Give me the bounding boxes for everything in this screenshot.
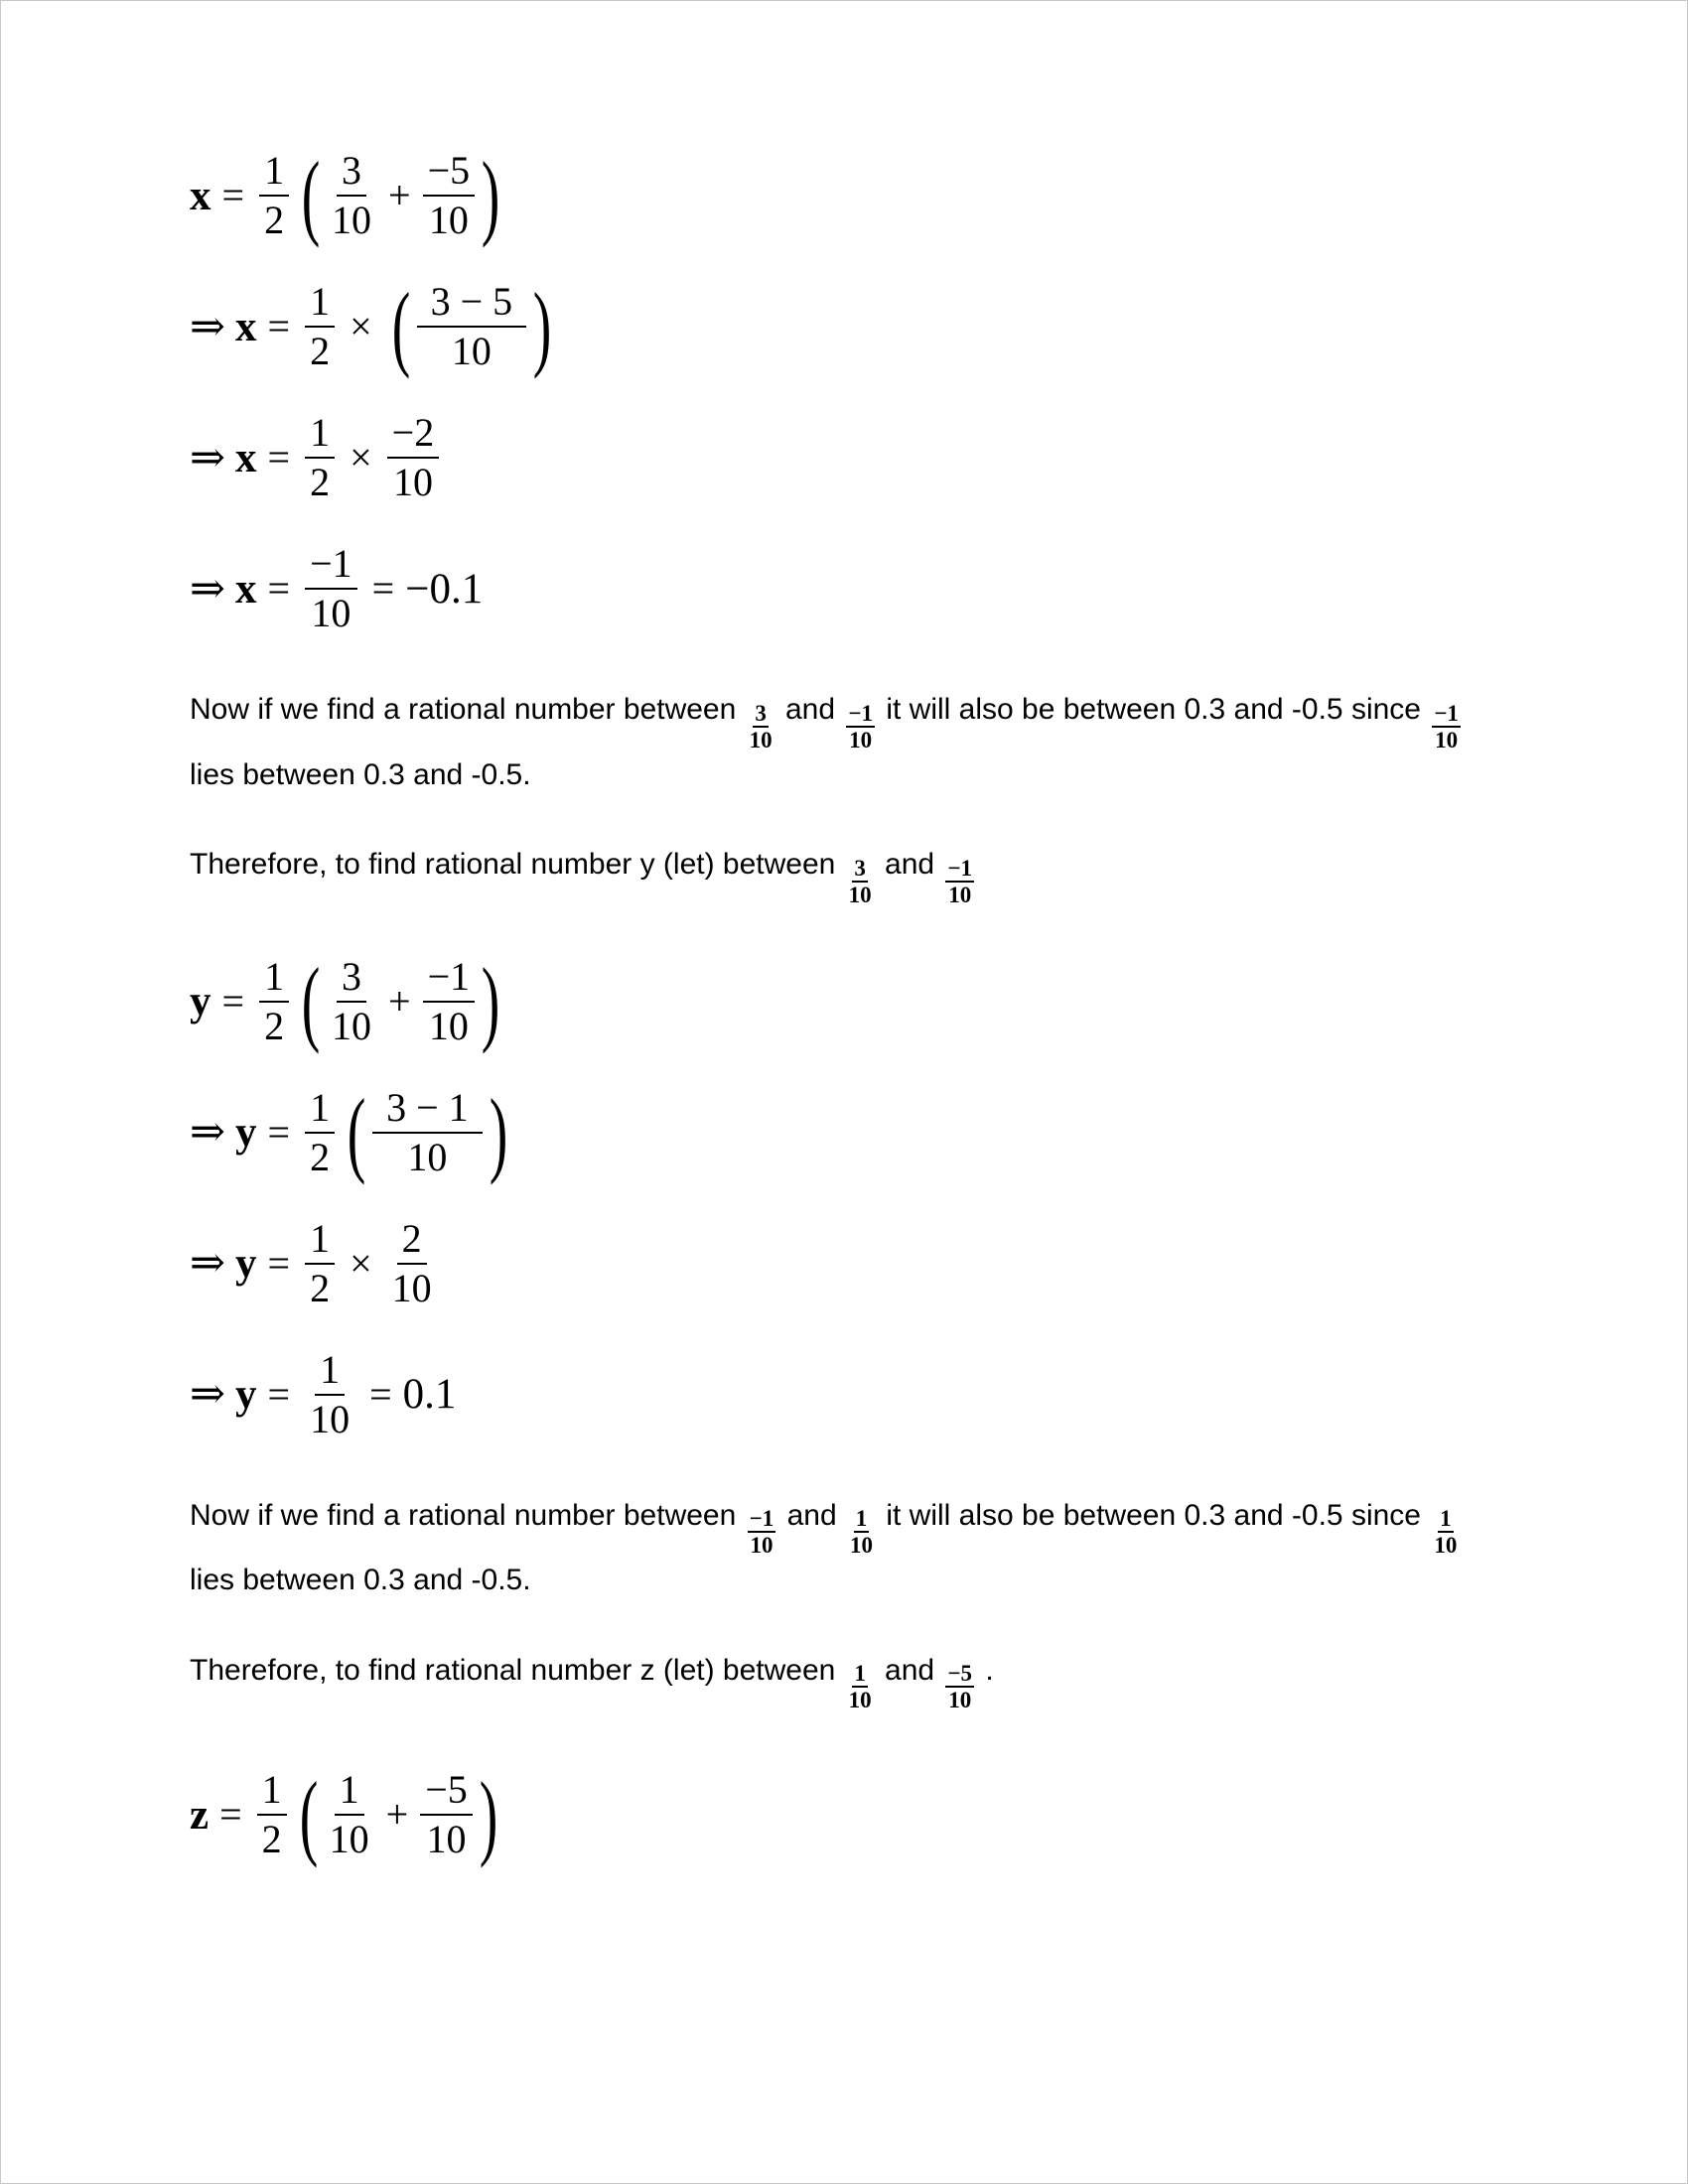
plus-sign: + — [388, 173, 411, 217]
equals-sign: = — [221, 978, 245, 1024]
multiplication-sign: × — [350, 435, 372, 479]
denominator: 10 — [391, 1265, 432, 1310]
result-value: 0.1 — [402, 1371, 457, 1419]
fraction-three-minus-five-over-ten — [417, 281, 527, 372]
inline-fraction-one-tenth-second — [1432, 1507, 1459, 1557]
denominator: 10 — [332, 1003, 372, 1048]
equation-variable: z — [190, 1791, 210, 1839]
denominator: 2 — [264, 198, 285, 242]
text-segment: it will also be between 0.3 and -0.5 since — [877, 1498, 1430, 1532]
fraction-one-half — [305, 1215, 335, 1310]
denominator: 2 — [310, 329, 331, 373]
fraction-minus-one-tenth — [305, 543, 357, 634]
numerator: 3 − 1 — [372, 1087, 483, 1134]
text-segment: . — [977, 1653, 994, 1687]
fraction-one-half — [305, 1084, 335, 1179]
implies-arrow-icon: ⇒ — [190, 1109, 226, 1157]
denominator: 2 — [310, 1265, 331, 1310]
inline-fraction-one-tenth — [847, 1662, 874, 1711]
plus-sign: + — [385, 1792, 409, 1838]
denominator: 10 — [849, 727, 873, 752]
numerator: 1 — [305, 281, 335, 328]
implies-arrow-icon: ⇒ — [190, 1240, 226, 1288]
inline-fraction-three-tenths — [748, 702, 774, 751]
result-value: −0.1 — [405, 565, 484, 613]
fraction-one-tenth — [305, 1346, 354, 1441]
equation-x-step-3 — [190, 412, 1471, 503]
fraction-one-half — [259, 953, 289, 1048]
numerator: 1 — [335, 1769, 364, 1816]
denominator: 10 — [311, 591, 352, 635]
right-parenthesis: ) — [481, 948, 500, 1055]
text-segment: Therefore, to find rational number y (let) between — [190, 848, 844, 882]
equation-variable: x — [235, 565, 257, 613]
equals-sign: = — [219, 1792, 242, 1838]
equation-z-step-1 — [190, 1761, 1471, 1868]
numerator: 1 — [305, 1087, 335, 1134]
fraction-one-half — [257, 1769, 287, 1860]
fraction-one-half — [259, 150, 289, 241]
fraction-one-half — [305, 412, 335, 503]
equation-variable: x — [190, 172, 211, 219]
equation-variable: x — [235, 303, 257, 350]
equation-y-step-2 — [190, 1079, 1471, 1186]
equals-sign-second: = — [371, 566, 395, 611]
numerator: 3 — [854, 855, 866, 881]
implies-arrow-icon: ⇒ — [190, 565, 226, 613]
equation-y-step-3 — [190, 1215, 1471, 1310]
numerator: −5 — [423, 150, 476, 197]
inline-fraction-three-tenths — [847, 857, 874, 906]
numerator: −1 — [423, 956, 476, 1003]
denominator: 2 — [310, 1134, 331, 1179]
denominator: 10 — [849, 1533, 873, 1559]
numerator: 1 — [257, 1769, 287, 1816]
numerator: 1 — [305, 1218, 335, 1265]
left-parenthesis: ( — [391, 273, 410, 380]
text-segment: and — [876, 1653, 943, 1687]
numerator: −1 — [749, 1506, 774, 1532]
numerator: 1 — [315, 1349, 345, 1396]
equation-variable: x — [235, 434, 257, 481]
text-segment: lies between 0.3 and -0.5. — [190, 757, 531, 791]
denominator: 10 — [848, 882, 872, 907]
multiplication-sign: × — [350, 304, 372, 348]
numerator: −1 — [947, 855, 973, 881]
denominator: 2 — [261, 1817, 282, 1862]
left-parenthesis: ( — [347, 1079, 366, 1186]
equation-variable: y — [235, 1371, 257, 1419]
numerator: 3 — [755, 700, 767, 726]
text-segment: and — [776, 693, 844, 726]
equals-sign: = — [267, 1240, 291, 1286]
left-parenthesis: ( — [301, 948, 321, 1055]
right-parenthesis: ) — [489, 1079, 507, 1186]
fraction-minus-two-tenths — [387, 412, 440, 503]
denominator: 10 — [451, 329, 492, 373]
numerator: 3 — [337, 150, 366, 197]
numerator: 1 — [305, 412, 335, 459]
numerator: 2 — [397, 1218, 427, 1265]
denominator: 10 — [948, 882, 972, 907]
inline-fraction-one-tenth — [848, 1507, 875, 1557]
equals-sign-second: = — [369, 1371, 392, 1417]
numerator: −1 — [848, 700, 873, 726]
implies-arrow-icon: ⇒ — [190, 1371, 226, 1419]
text-segment: and — [778, 1498, 845, 1532]
equals-sign: = — [267, 566, 291, 611]
denominator: 2 — [264, 1003, 285, 1048]
equation-y-step-1 — [190, 948, 1471, 1055]
left-parenthesis: ( — [301, 142, 321, 249]
paragraph-between-minus-one-tenth-and-one-tenth — [190, 1492, 1471, 1605]
equation-y-step-4 — [190, 1346, 1471, 1441]
numerator: −1 — [305, 543, 357, 590]
text-segment: lies between 0.3 and -0.5. — [190, 1564, 531, 1597]
inline-fraction-minus-one-tenth — [846, 702, 875, 751]
equals-sign: = — [267, 435, 291, 479]
equation-x-step-4 — [190, 543, 1471, 634]
denominator: 10 — [948, 1688, 972, 1713]
fraction-three-tenths — [327, 150, 376, 241]
numerator: −1 — [1434, 700, 1459, 726]
numerator: 3 − 5 — [417, 281, 527, 328]
numerator: −2 — [387, 412, 440, 459]
paragraph-therefore-find-y — [190, 841, 1471, 906]
denominator: 10 — [750, 1533, 774, 1559]
paragraph-therefore-find-z — [190, 1647, 1471, 1712]
right-parenthesis: ) — [532, 273, 552, 380]
denominator: 10 — [407, 1134, 448, 1179]
equals-sign: = — [267, 1371, 291, 1417]
equals-sign: = — [267, 304, 291, 348]
fraction-three-tenths — [327, 953, 376, 1048]
equation-x-step-1 — [190, 142, 1471, 249]
text-segment: Now if we find a rational number between — [190, 693, 745, 726]
denominator: 10 — [749, 727, 773, 752]
text-segment: Therefore, to find rational number z (let) between — [190, 1653, 844, 1687]
plus-sign: + — [388, 978, 411, 1024]
numerator: 1 — [1440, 1506, 1452, 1532]
numerator: 1 — [259, 150, 289, 197]
multiplication-sign: × — [350, 1240, 372, 1286]
inline-fraction-minus-one-tenth-second — [1432, 702, 1461, 751]
denominator: 10 — [310, 1396, 351, 1441]
numerator: 1 — [854, 1661, 866, 1687]
denominator: 10 — [329, 1817, 369, 1862]
inline-fraction-minus-one-tenth — [945, 857, 974, 906]
fraction-minus-five-tenths — [420, 1769, 473, 1860]
denominator: 10 — [428, 1003, 469, 1048]
equation-x-step-2 — [190, 273, 1471, 380]
numerator: −5 — [420, 1769, 473, 1816]
right-parenthesis: ) — [479, 1761, 498, 1868]
numerator: 1 — [259, 956, 289, 1003]
fraction-two-tenths — [387, 1215, 437, 1310]
fraction-minus-five-tenths — [423, 150, 476, 241]
equation-variable: y — [190, 978, 211, 1025]
fraction-three-minus-one-over-ten — [372, 1084, 483, 1179]
text-segment: it will also be between 0.3 and -0.5 since — [877, 693, 1430, 726]
equals-sign: = — [267, 1109, 291, 1155]
equation-variable: y — [235, 1240, 257, 1288]
denominator: 10 — [848, 1688, 872, 1713]
document-content — [190, 142, 1471, 1868]
equation-variable: y — [235, 1109, 257, 1157]
denominator: 10 — [1435, 727, 1459, 752]
fraction-one-tenth — [325, 1769, 374, 1860]
inline-fraction-minus-five-tenths — [945, 1662, 974, 1711]
numerator: −5 — [947, 1661, 973, 1687]
right-parenthesis: ) — [481, 142, 500, 249]
numerator: 3 — [337, 956, 366, 1003]
denominator: 10 — [392, 460, 433, 504]
fraction-one-half — [305, 281, 335, 372]
implies-arrow-icon: ⇒ — [190, 303, 226, 350]
denominator: 2 — [310, 460, 331, 504]
text-segment: Now if we find a rational number between — [190, 1498, 745, 1532]
left-parenthesis: ( — [299, 1761, 318, 1868]
denominator: 10 — [426, 1817, 467, 1862]
implies-arrow-icon: ⇒ — [190, 434, 226, 481]
numerator: 1 — [855, 1506, 868, 1532]
inline-fraction-minus-one-tenth — [748, 1507, 776, 1557]
text-segment: and — [876, 848, 943, 882]
paragraph-between-three-tenths-and-minus-one-tenth — [190, 686, 1471, 799]
fraction-minus-one-tenth — [423, 953, 476, 1048]
denominator: 10 — [1434, 1533, 1458, 1559]
denominator: 10 — [332, 198, 372, 242]
equals-sign: = — [221, 173, 245, 217]
denominator: 10 — [428, 198, 469, 242]
